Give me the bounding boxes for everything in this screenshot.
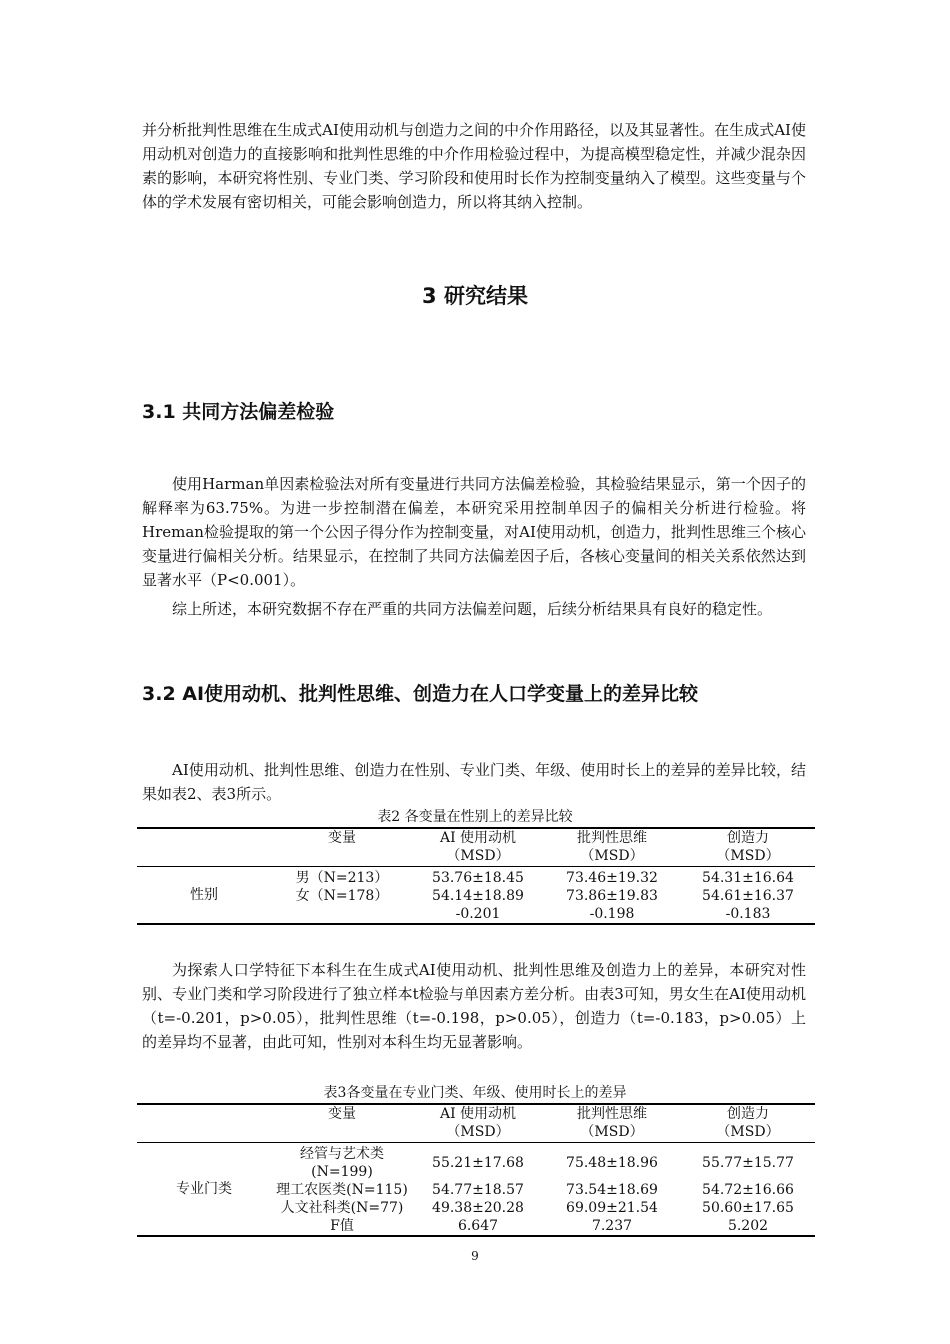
table2-group-label: 性别 [137,867,271,925]
table3-header-blank [137,1104,271,1123]
row-label: 经管与艺术类(N=199) [300,1146,384,1180]
cell-value: 50.60±17.65 [702,1200,794,1216]
cell-value: 53.76±18.45 [432,870,524,886]
table3-subheader-col2: （MSD） [543,1123,681,1143]
cell-value: 73.86±19.83 [566,888,658,904]
diff-intro-paragraph: AI使用动机、批判性思维、创造力在性别、专业门类、年级、使用时长上的差异的差异比较，结果如表2、表3所示。 [142,761,806,803]
table2-header-blank [137,828,271,847]
table3-header-col1: AI 使用动机 [413,1104,543,1123]
table-row [137,1143,815,1182]
cell-value: 49.38±20.28 [432,1200,524,1216]
cell-value: 54.61±16.37 [702,888,794,904]
row-label: 理工农医类(N=115) [276,1182,408,1198]
cell-value: 54.77±18.57 [432,1182,524,1198]
cell-value: 75.48±18.96 [566,1155,658,1171]
cell-value: 6.647 [413,1217,543,1236]
table3-subheader-col1: （MSD） [413,1123,543,1143]
table2-subheader-col3: （MSD） [681,847,815,867]
section-heading-3-2: 3.2 AI使用动机、批判性思维、创造力在人口学变量上的差异比较 [142,683,699,705]
cell-value: 55.77±15.77 [702,1155,794,1171]
cell-value: 5.202 [681,1217,815,1236]
section-heading-3-1: 3.1 共同方法偏差检验 [142,401,335,423]
table2 [137,827,815,925]
row-label: 人文社科类(N=77) [280,1200,404,1216]
cell-value: 55.21±17.68 [432,1155,524,1171]
cell-value: -0.183 [681,905,815,924]
table3 [137,1103,815,1237]
table3-subheader-col3: （MSD） [681,1123,815,1143]
ttest-paragraph: 为探索人口学特征下本科生在生成式AI使用动机、批判性思维及创造力上的差异，本研究对性别、专业门类和学习阶段进行了独立样本t检验与单因素方差分析。由表3可知，男女生在AI使用动机（t=-0.201，p>0.05），批判性思维（t=-0.198，p>0.05），创造力（t=-0.183，p>0.05）上的差异均不显著，由此可知，性别对本科生均无显著影响。 [142,961,806,1051]
row-label: 女（N=178） [295,888,389,904]
table3-header-col3: 创造力 [681,1104,815,1123]
row-label [271,905,413,924]
row-label: F值 [271,1217,413,1236]
intro-paragraph: 并分析批判性思维在生成式AI使用动机与创造力之间的中介作用路径，以及其显著性。在生成式AI使用动机对创造力的直接影响和批判性思维的中介作用检验过程中，为提高模型稳定性，并减少混杂因素的影响，本研究将性别、专业门类、学习阶段和使用时长作为控制变量纳入了模型。这些变量与个体的学术发展有密切相关，可能会影响创造力，所以将其纳入控制。 [142,121,806,211]
table2-subheader-col1: （MSD） [413,847,543,867]
table2-header-col3: 创造力 [681,828,815,847]
cmb-paragraph-1: 使用Harman单因素检验法对所有变量进行共同方法偏差检验，其检验结果显示，第一个因子的解释率为63.75%。为进一步控制潜在偏差，本研究采用控制单因子的偏相关分析进行检验。将Hreman检验提取的第一个公因子得分作为控制变量，对AI使用动机，创造力，批判性思维三个核心变量进行偏相关分析。结果显示，在控制了共同方法偏差因子后，各核心变量间的相关关系依然达到显著水平（P<0.001）。 [142,475,806,589]
cell-value: 54.31±16.64 [702,870,794,886]
cell-value: 73.46±19.32 [566,870,658,886]
table2-header-variable: 变量 [271,828,413,847]
cell-value: -0.198 [543,905,681,924]
table2-subheader-col2: （MSD） [543,847,681,867]
table3-header-variable: 变量 [271,1104,413,1123]
page-number: 9 [471,1249,479,1263]
table2-header-col2: 批判性思维 [543,828,681,847]
cell-value: 73.54±18.69 [566,1182,658,1198]
table3-caption: 表3各变量在专业门类、年级、使用时长上的差异 [323,1085,627,1101]
table2-caption: 表2 各变量在性别上的差异比较 [377,809,573,825]
row-label: 男（N=213） [295,870,389,886]
cell-value: -0.201 [413,905,543,924]
table-row [137,867,815,888]
chapter-heading: 3 研究结果 [422,284,528,308]
table3-header-col2: 批判性思维 [543,1104,681,1123]
cell-value: 69.09±21.54 [566,1200,658,1216]
cell-value: 54.72±16.66 [702,1182,794,1198]
table2-header-col1: AI 使用动机 [413,828,543,847]
cmb-paragraph-2: 综上所述，本研究数据不存在严重的共同方法偏差问题，后续分析结果具有良好的稳定性。 [172,600,773,618]
cell-value: 54.14±18.89 [432,888,524,904]
cell-value: 7.237 [543,1217,681,1236]
table3-group-label: 专业门类 [137,1143,271,1237]
